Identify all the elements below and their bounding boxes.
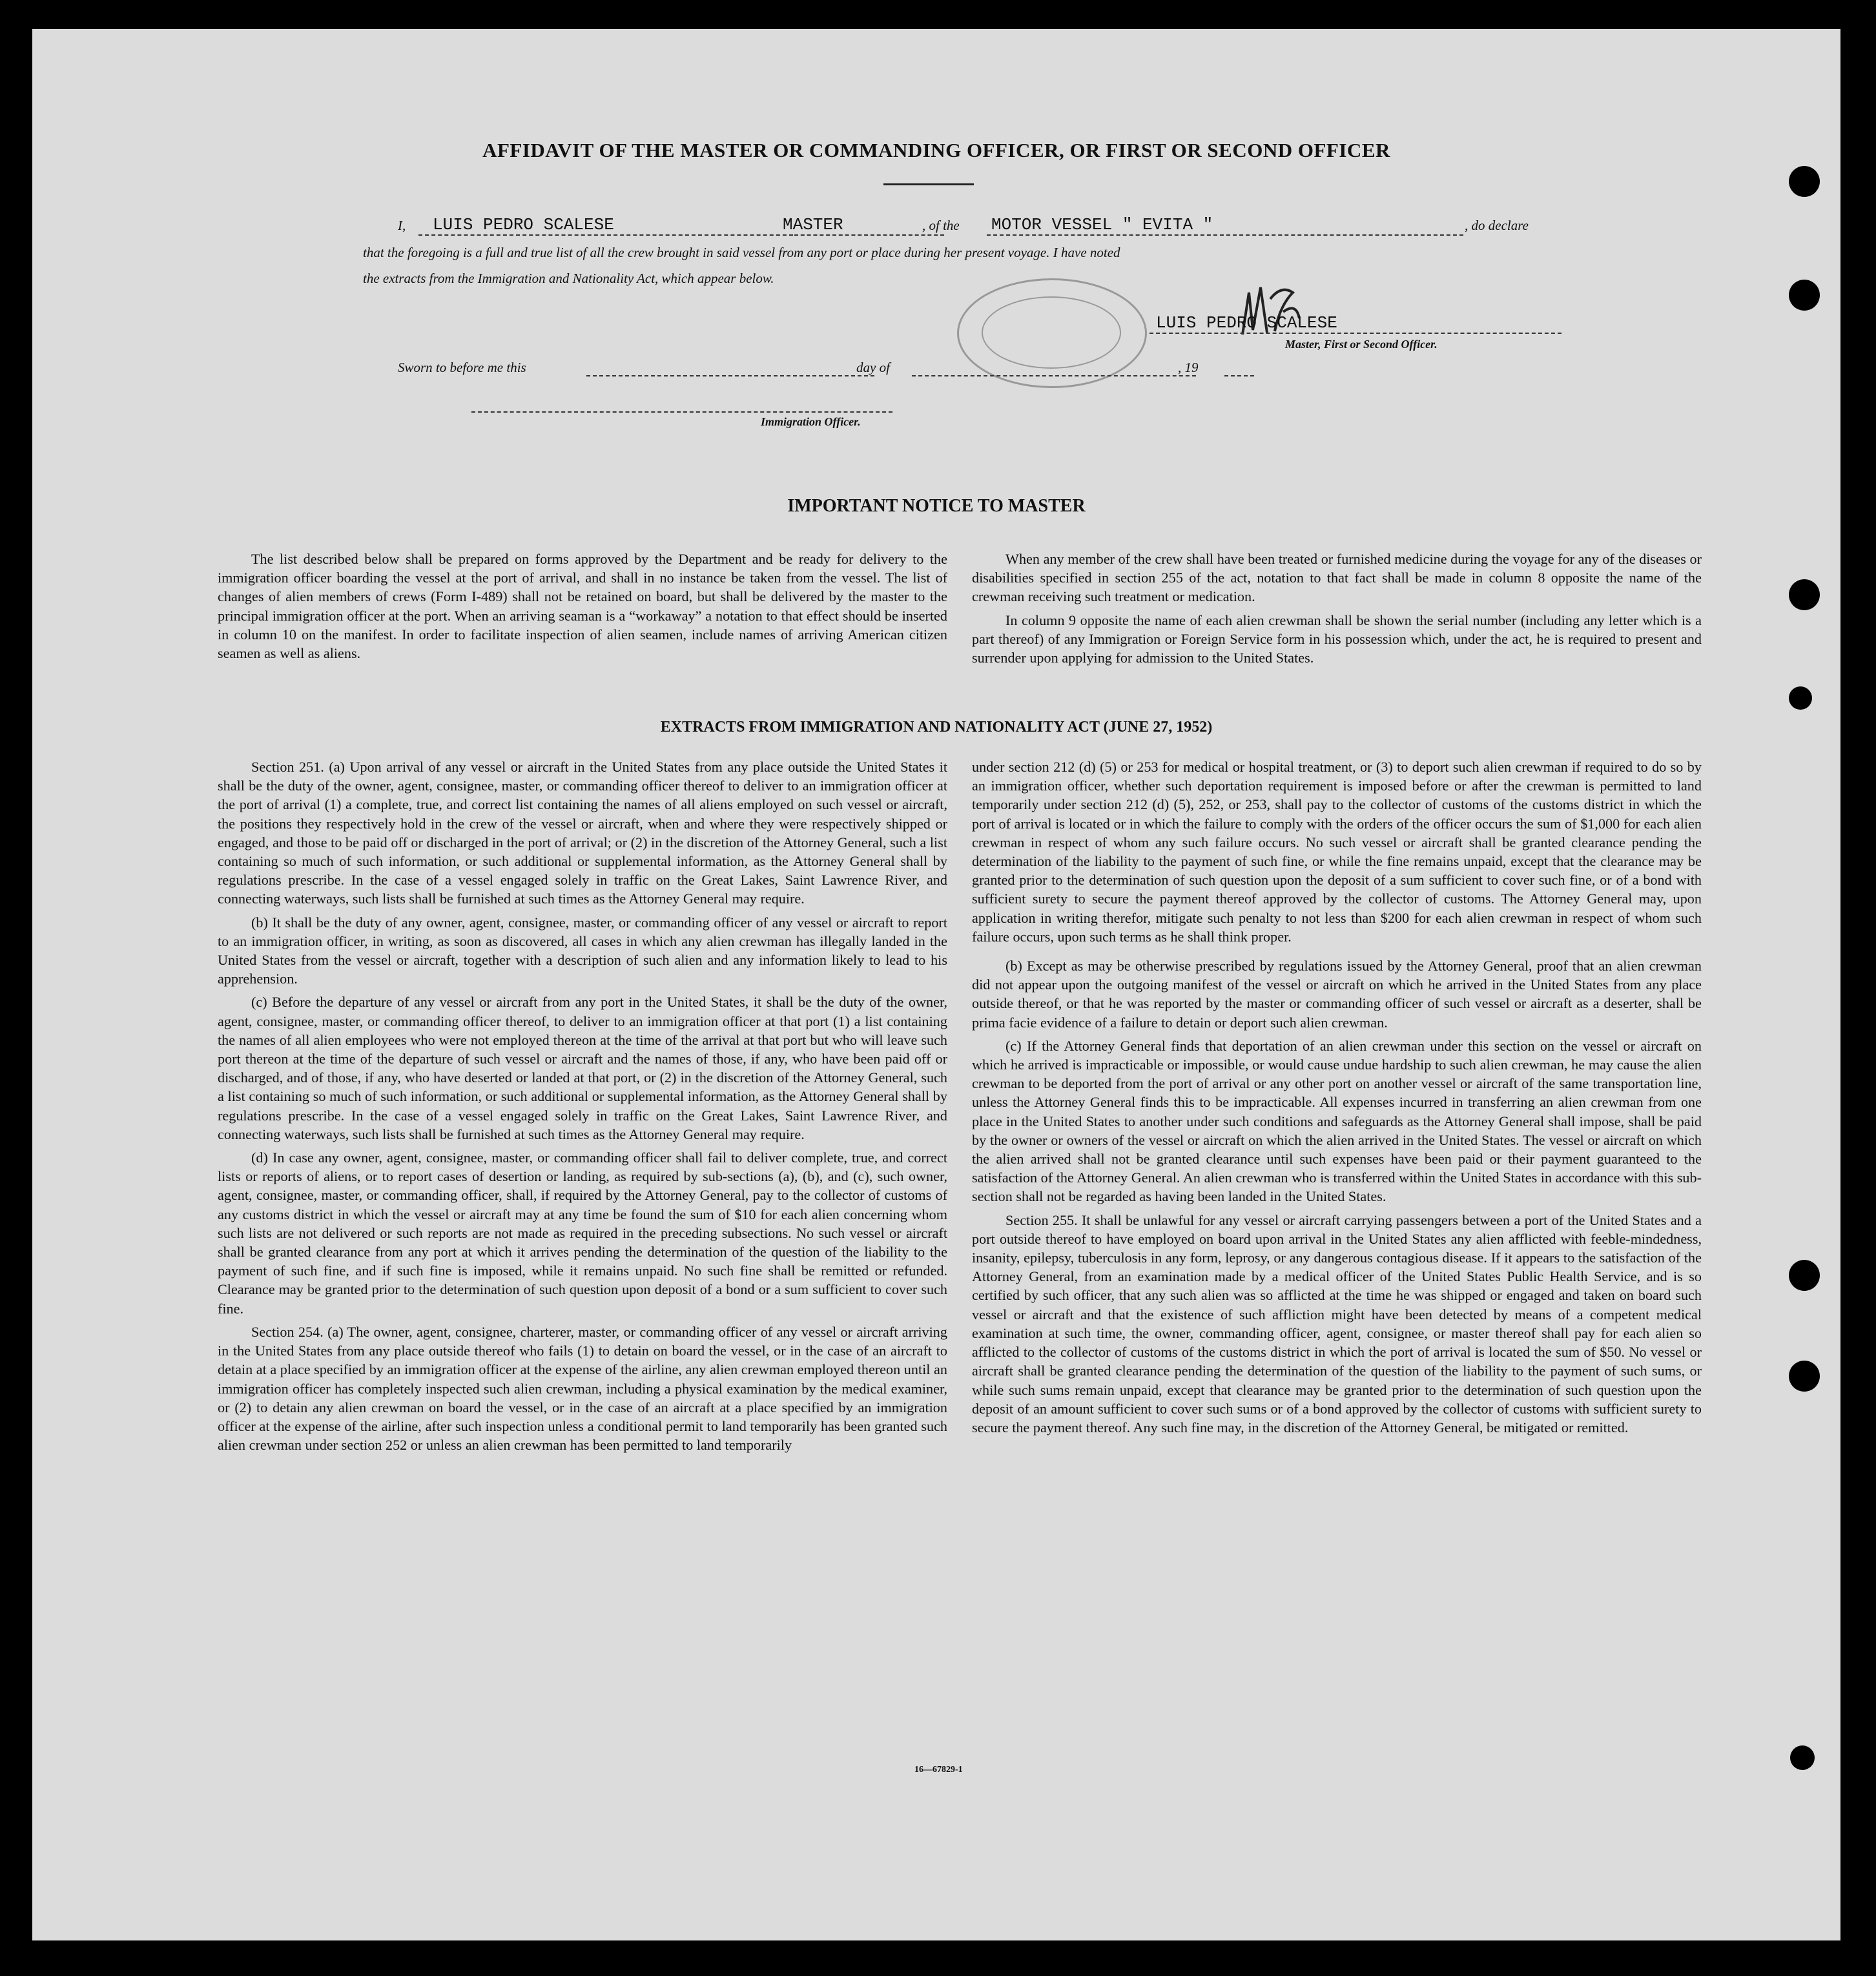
sworn-label: Sworn to before me this [398,360,526,375]
binder-hole [1789,1361,1820,1392]
binder-hole [1790,1745,1815,1770]
section-251-c: (c) Before the departure of any vessel or aircraft from any port in the United States, it shall be the duty of the owner, agent, consignee, master, or commanding officer thereof, to deliver to an immigration officer at that port (1) a list containing the names of all alien employees who were not employed thereon at the time of the arrival at that port but who will leave such port thereon at the time of the departure of such vessel or aircraft and the names of those, if any, who have been paid off or discharged, and of those, if any, who have deserted or landed at that port, or (2) in the discretion of the Attorney General, such a list containing so much of such information, or such additional or supplemental information, as the Attorney General shall by regulations prescribe. In the case of a vessel engaged solely in traffic on the Great Lakes, Saint Lawrence River, and connecting waterways, such lists shall be furnished at such times as the Attorney General may require. [218,994,947,1142]
sworn-day-line [586,375,874,376]
do-declare-label: , do declare [1465,218,1529,233]
notice-left-column [218,550,947,667]
form-code: 16—67829-1 [914,1765,963,1775]
affidavit-line-3: the extracts from the Immigration and Nationality Act, which appear below. [363,271,774,286]
vessel-name: MOTOR VESSEL " EVITA " [991,215,1213,234]
binder-hole [1789,1260,1820,1291]
of-the-label: , of the [922,218,960,233]
extracts-right-column [972,757,1702,1441]
extracts-title: EXTRACTS FROM IMMIGRATION AND NATIONALITY ACT (JUNE 27, 1952) [660,719,1213,736]
binder-hole [1789,166,1820,197]
section-254-c: (c) If the Attorney General finds that deportation of an alien crewman under this section on the vessel or aircraft on which he arrived is impracticable or impossible, or would cause undue hardship to such alien crewman, he may cause the alien crewman to be deported from the port of arrival or any other port on another vessel or aircraft of the same transportation line, unless the Attorney General finds this to be impracticable. All expenses incurred in transferring an alien crewman from one place in the United States to another under such conditions and safeguards as the Attorney General shall impose, shall be paid by the owner or owners of the vessel or aircraft on which the alien arrived in the United States. The vessel or aircraft on which the alien arrived shall not be granted clearance until such expenses have been paid or their payment guaranteed to the satisfaction of the Attorney General. An alien crewman who is transferred within the United States in accordance with this sub-section shall not be regarded as having been landed in the United States. [972,1037,1702,1205]
official-stamp-inner [982,296,1121,369]
binder-hole [1789,579,1820,610]
notice-left-text: The list described below shall be prepared on forms approved by the Department and be ready for delivery to the immigration officer boarding the vessel at the port of arrival, and shall in no instance be taken from the vessel. The list of changes of alien members of crews (Form I-489) shall not be retained on board, but shall be delivered by the master to the principal immigration officer at the port. When an arriving seaman is a “workaway” a notation to that effect should be inserted in column 10 on the manifest. In order to facilitate inspection of alien seamen, include names of arriving American citizen seamen as well as aliens. [218,551,947,662]
day-of-label: day of [856,360,890,375]
section-251-b: (b) It shall be the duty of any owner, agent, consignee, master, or commanding officer of any vessel or aircraft to report to an immigration officer, in writing, as soon as discovered, all cases in which any alien crewman has illegally landed in the United States from the vessel or aircraft, together with a description of such alien and any information likely to lead to his apprehension. [218,914,947,987]
binder-hole [1789,686,1812,710]
immigration-officer-caption: Immigration Officer. [761,415,861,428]
vessel-line [987,234,1463,236]
section-254-b: (b) Except as may be otherwise prescribed by regulations issued by the Attorney General, proof that an alien crewman did not appear upon the outgoing manifest of the vessel or aircraft on which he arrived in the United States from any place outside thereof, or that he was reported by the master or commanding officer of such vessel or aircraft as a deserter, shall be prima facie evidence of a failure to detain or deport such alien crewman. [972,958,1702,1031]
notice-right-text-2: In column 9 opposite the name of each alien crewman shall be shown the serial number (including any letter which is a part thereof) of any Immigration or Foreign Service form in his possession which, under the act, he is required to present and surrender upon applying for admission to the United States. [972,612,1702,666]
notice-right-text-1: When any member of the crew shall have been treated or furnished medicine during the voyage for any of the diseases or disabilities specified in section 255 of the act, notation to that fact shall be made in column 8 opposite the name of the crewman receiving such treatment or medication. [972,551,1702,605]
binder-hole [1789,280,1820,311]
signature-caption: Master, First or Second Officer. [1285,338,1438,351]
section-255: Section 255. It shall be unlawful for any vessel or aircraft carrying passengers between a port of the United States and a port outside thereof to have employed on board upon arrival in the United States any alien afflicted with feeble-mindedness, insanity, epilepsy, tuberculosis in any form, leprosy, or any dangerous contagious disease. If it appears to the satisfaction of the Attorney General, from an examination made by a medical officer of the United States Public Health Service, and is so certified by such officer, that any such alien was so afflicted at the time he was shipped or engaged and taken on board such vessel or aircraft and that the existence of such affliction might have been detected by means of a competent medical examination at such time, the owner, commanding officer, agent, consignee, or master thereof shall pay for each alien so afflicted to the collector of customs of the customs district in which the port of arrival is located the sum of $50. No vessel or aircraft shall be granted clearance pending the determination of the question of the liability to the payment of such sums, or while such sums remain unpaid, except that clearance may be granted prior to the determination of such question upon the deposit of an amount sufficient to cover such sums or of a bond approved by the collector of customs with sufficient surety to secure the payment thereof. Any such fine may, in the discretion of the Attorney General, be mitigated or remitted. [972,1211,1702,1436]
title-divider [883,183,974,185]
master-rank: MASTER [783,215,843,234]
year-line [1224,375,1254,376]
affidavit-line-2: that the foregoing is a full and true list of all the crew brought in said vessel from any port or place during her present voyage. I have noted [363,245,1120,260]
immigration-officer-line [471,411,892,413]
rank-line [794,234,944,236]
section-254-a-continued: under section 212 (d) (5) or 253 for medical or hospital treatment, or (3) to deport such alien crewman if required to do so by an immigration officer, whether such deportation requirement is imposed before or after the crewman is permitted to land temporarily under section 212 (d) (5), 252, or 253, shall pay to the collector of customs of the customs district in which the port of arrival is located or in which the failure to comply with the orders of the officer occurs the sum of $1,000 for each alien crewman in respect of whom any such failure occurs. No such vessel or aircraft shall be granted clearance pending the determination of the liability to the payment of such fine, or while the fine remains unpaid, except that the clearance may be granted prior to the determination of such question upon the deposit of a sum sufficient to cover such fine, or of a bond with sufficient surety to secure the payment thereof approved by the collector of customs. The Attorney General may, upon application in writing therefor, mitigate such penalty to not less than $200 for each alien crewman in respect of whom such failure occurs, upon such terms as he shall think proper. [972,759,1702,945]
section-251-a: Section 251. (a) Upon arrival of any vessel or aircraft in the United States from any place outside the United States it shall be the duty of the owner, agent, consignee, master, or commanding officer thereof to deliver to an immigration officer at the port of arrival (1) a complete, true, and correct list containing the names of all aliens employed on such vessel or aircraft, the positions they respectively hold in the crew of the vessel or aircraft, when and where they were respectively shipped or engaged, and those to be paid off or discharged in the port of arrival; or (2) in the discretion of the Attorney General, such a list containing so much of such information, or such additional or supplemental information, as the Attorney General shall by regulations prescribe. In the case of a vessel engaged solely in traffic on the Great Lakes, Saint Lawrence River, and connecting waterways, such lists shall be furnished at such times as the Attorney General may require. [218,759,947,907]
master-name: LUIS PEDRO SCALESE [433,215,614,234]
notice-right-column [972,550,1702,672]
master-name-line [418,234,793,236]
extracts-left-column [218,757,947,1459]
document-page [32,29,1840,1940]
section-251-d: (d) In case any owner, agent, consignee, master, or commanding officer shall fail to deliver complete, true, and correct lists or reports of aliens, or to report cases of desertion or landing, as required by sub-sections (a), (b), and (c), such owner, agent, consignee, master, or commanding officer, shall, if required by the Attorney General, pay to the collector of customs of any customs district in which the vessel or aircraft may at any time be found the sum of $10 for each alien concerning whom such lists are not delivered or such reports are not made as required in the preceding subsections. No such vessel or aircraft shall be granted clearance from any port at which it arrives pending the determination of the question of the liability to the payment of such fine, and if such fine is imposed, while it remains unpaid. No such fine shall be remitted or refunded. Clearance may be granted prior to the determination of such question upon deposit of a bond or a sum sufficient to cover such fine. [218,1149,947,1317]
sworn-month-line [912,375,1196,376]
affidavit-i: I, [398,218,406,233]
section-254-a: Section 254. (a) The owner, agent, consignee, charterer, master, or commanding officer of any vessel or aircraft arriving in the United States from any place outside thereof who fails (1) to detain on board the vessel, or in the case of an aircraft to detain at a place specified by an immigration officer at the expense of the airline, any alien crewman employed thereon until an immigration officer has completely inspected such alien crewman, including a physical examination by the medical examiner, or (2) to detain any alien crewman on board the vessel, or in the case of an aircraft at a place specified by an immigration officer at the expense of the airline, after such inspection unless a conditional permit to land temporarily has been granted such alien crewman under section 252 or unless an alien crewman has been permitted to land temporarily [218,1323,947,1454]
signature-name: LUIS PEDRO SCALESE [1156,313,1337,333]
affidavit-title: AFFIDAVIT OF THE MASTER OR COMMANDING OFFICER, OR FIRST OR SECOND OFFICER [482,139,1390,161]
year-label: , 19 [1178,360,1199,375]
signature-line [1149,333,1562,334]
notice-title: IMPORTANT NOTICE TO MASTER [787,496,1086,516]
